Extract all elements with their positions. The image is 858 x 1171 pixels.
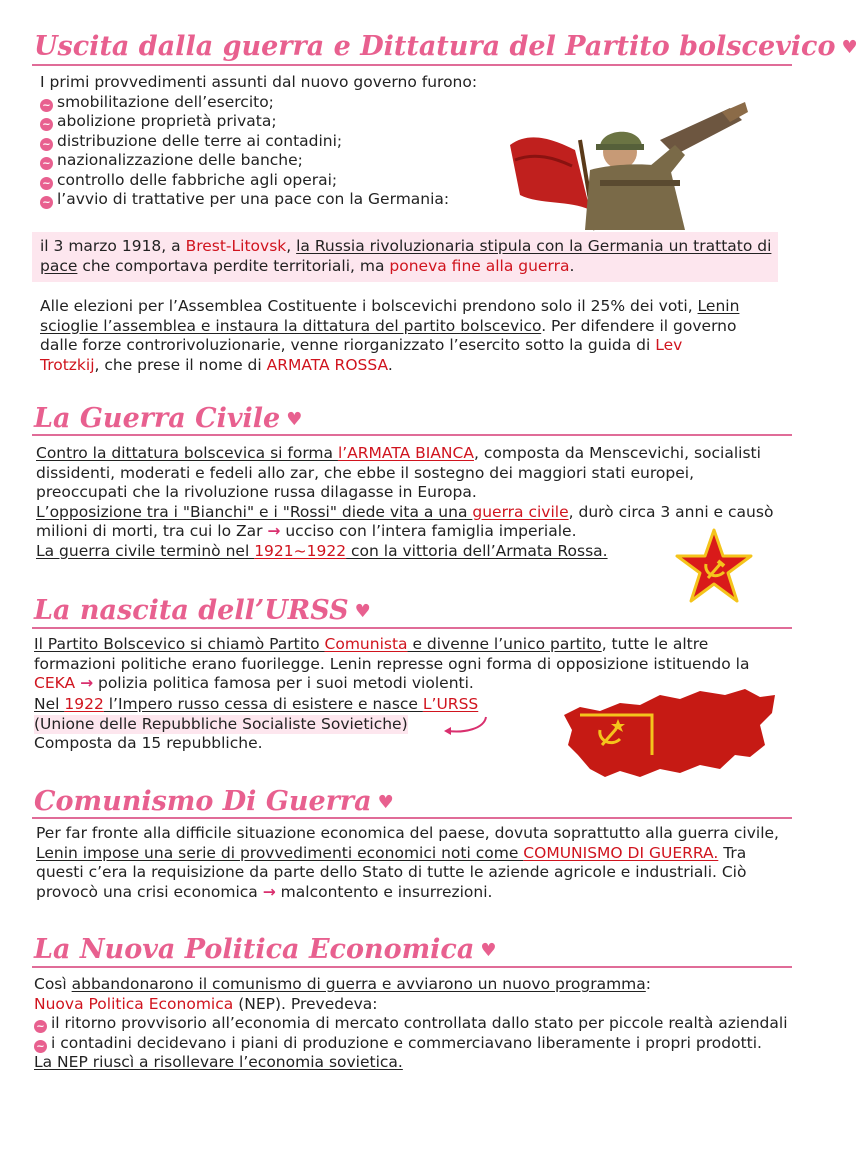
section-title-civil-war: La Guerra Civile ♥	[34, 403, 303, 434]
section-title-birth-of-ussr: La nascita dell’URSS ♥	[34, 595, 371, 626]
section-title-new-economic-policy: La Nuova Politica Economica ♥	[34, 934, 497, 965]
bullet-icon: ~	[40, 157, 53, 170]
soviet-star-icon	[676, 528, 752, 604]
red-army-soldier-illustration	[500, 100, 750, 230]
title-underline	[32, 966, 792, 968]
list-item: ~ i contadini decidevano i piani di produzione e commerciavano liberamente i propri prodotti.	[34, 1034, 794, 1054]
bullet-icon: ~	[40, 118, 53, 131]
list-item: ~ distribuzione delle terre ai contadini;	[40, 132, 510, 152]
civil-war-paragraph: Contro la dittatura bolscevica si forma l’ARMATA BIANCA, composta da Menscevichi, socialisti dissidenti, moderati e fedeli allo zar, che ebbe il sostegno dei maggiori stati europei, preoccupati che la rivoluzione russa dilagasse in Europa. L’opposizione tra i "Bianchi" e i "Rossi" diede vita a una guerra civile, durò circa 3 anni e causò milioni di morti, tra cui lo Zar → ucciso con l’intera famiglia imperiale. La guerra civile terminò nel 1921~1922 con la vittoria dell’Armata Rossa.	[36, 444, 774, 560]
heart-icon: ♥	[841, 37, 858, 58]
title-underline	[32, 434, 792, 436]
ussr-full-name: (Unione delle Repubbliche Socialiste Sovietiche)	[34, 714, 408, 733]
ussr-founding-paragraph: Nel 1922 l’Impero russo cessa di esistere e nasce L’URSS (Unione delle Repubbliche Socialiste Sovietiche) Composta da 15 repubbliche.	[34, 695, 554, 754]
section-title-exit-from-war: Uscita dalla guerra e Dittatura del Partito bolscevico ♥	[34, 31, 858, 62]
curved-arrow-icon	[440, 715, 490, 737]
list-item: ~ controllo delle fabbriche agli operai;	[40, 171, 510, 191]
measures-intro: I primi provvedimenti assunti dal nuovo governo furono:	[40, 73, 478, 91]
bullet-icon: ~	[40, 196, 53, 209]
measures-list	[40, 73, 510, 210]
republics-count: Composta da 15 repubbliche.	[34, 734, 263, 752]
heart-icon: ♥	[286, 409, 303, 430]
title-underline	[32, 817, 792, 819]
list-item: ~ abolizione proprietà privata;	[40, 112, 510, 132]
heart-icon: ♥	[354, 601, 371, 622]
list-item: ~ l’avvio di trattative per una pace con la Germania:	[40, 190, 510, 210]
arrow-icon: →	[80, 674, 94, 692]
title-underline	[32, 64, 792, 66]
bullet-icon: ~	[40, 138, 53, 151]
heart-icon: ♥	[480, 940, 497, 961]
section-title-war-communism: Comunismo Di Guerra ♥	[34, 786, 394, 817]
list-item: ~ nazionalizzazione delle banche;	[40, 151, 510, 171]
bullet-icon: ~	[34, 1040, 47, 1053]
list-item: ~ il ritorno provvisorio all’economia di mercato controllata dallo stato per piccole realtà aziendali	[34, 1014, 794, 1034]
ussr-map-illustration	[560, 685, 780, 785]
bullet-icon: ~	[40, 99, 53, 112]
title-underline	[32, 627, 792, 629]
list-item: ~ smobilitazione dell’esercito;	[40, 93, 510, 113]
bullet-icon: ~	[34, 1020, 47, 1033]
bullet-icon: ~	[40, 177, 53, 190]
nep-paragraph: Così abbandonarono il comunismo di guerra e avviarono un nuovo programma: Nuova Politica Economica (NEP). Prevedeva: ~ il ritorno provvisorio all’economia di mercato controllata dallo stato per piccole realtà aziendali ~ i contadini decidevano i piani di produzione e commerciavano liberamente i propri prodotti. La NEP riuscì a risollevare l’economia sovietica.	[34, 975, 794, 1073]
arrow-icon: →	[262, 882, 276, 901]
brest-litovsk-paragraph: il 3 marzo 1918, a Brest-Litovsk, la Russia rivoluzionaria stipula con la Germania un trattato di pace che comportava perdite territoriali, ma poneva fine alla guerra.	[40, 237, 772, 275]
arrow-icon: →	[267, 522, 281, 540]
constituent-assembly-paragraph: Alle elezioni per l’Assemblea Costituente i bolscevichi prendono solo il 25% dei voti, Lenin scioglie l’assemblea e instaura la dittatura del partito bolscevico. Per difendere il governo dalle forze controrivoluzionarie, venne riorganizzato l’esercito sotto la guida di Lev Trotzkij, che prese il nome di ARMATA ROSSA.	[40, 297, 740, 374]
ussr-paragraph: Il Partito Bolscevico si chiamò Partito Comunista e divenne l’unico partito, tutte le altre formazioni politiche erano fuorilegge. Lenin represse ogni forma di opposizione istituendo la CEKA → polizia politica famosa per i suoi metodi violenti.	[34, 635, 750, 692]
war-communism-paragraph: Per far fronte alla difficile situazione economica del paese, dovuta soprattutto alla guerra civile, Lenin impose una serie di provvedimenti economici noti come COMUNISMO DI GUERRA. Tra questi c’era la requisizione da parte dello Stato di tutte le aziende agricole e industriali. Ciò provocò una crisi economica → malcontento e insurrezioni.	[36, 824, 779, 901]
heart-icon: ♥	[377, 792, 394, 813]
